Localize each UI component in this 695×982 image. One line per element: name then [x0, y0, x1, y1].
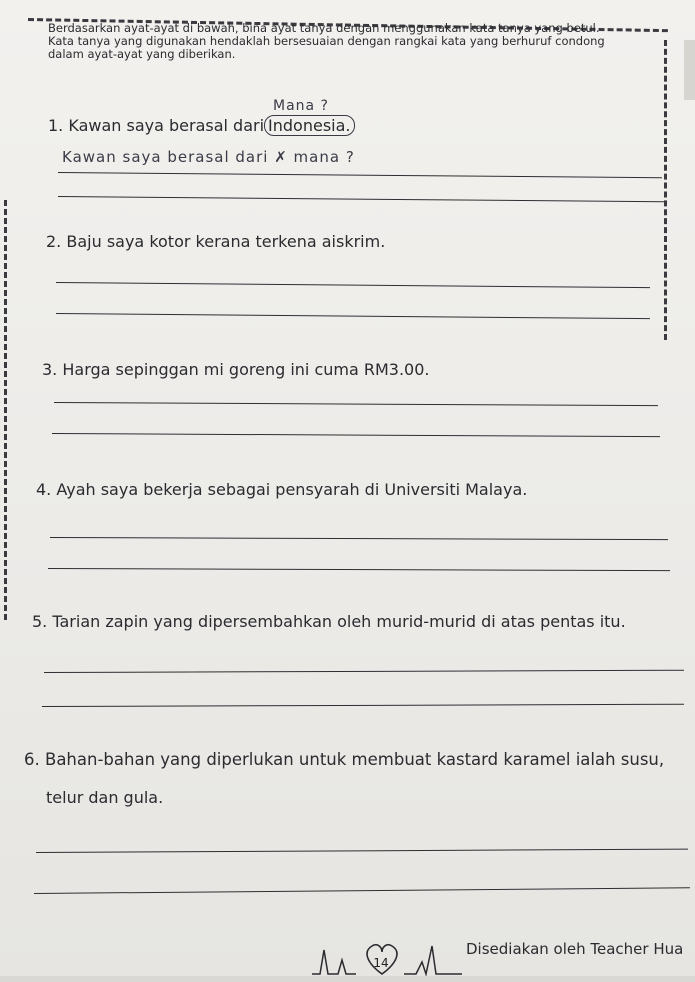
dashed-border-left [4, 200, 7, 620]
question-number: 3. [42, 360, 58, 379]
dashed-border-right [664, 40, 667, 340]
handwritten-note: Mana ? [273, 98, 329, 114]
answer-line [34, 887, 690, 894]
question-text: Bahan-bahan yang diperlukan untuk membuat kastard karamel ialah susu, [45, 750, 665, 769]
instructions-line-3: dalam ayat-ayat yang diberikan. [48, 47, 236, 61]
footer-credit: Disediakan oleh Teacher Hua [466, 940, 684, 958]
answer-line [58, 196, 664, 202]
question-2 [46, 232, 385, 251]
question-text: Baju saya kotor kerana terkena aiskrim. [66, 232, 386, 251]
question-6 [24, 750, 664, 769]
answer-line [50, 537, 668, 540]
answer-line [56, 313, 650, 319]
question-number: 6. [24, 750, 40, 769]
question-1 [48, 116, 355, 135]
question-number: 2. [46, 232, 62, 251]
answer-line [42, 704, 684, 707]
answer-line [58, 172, 662, 178]
question-3 [42, 360, 429, 379]
question-text-cont: telur dan gula. [46, 788, 164, 807]
question-text: Tarian zapin yang dipersembahkan oleh murid-murid di atas pentas itu. [52, 612, 626, 631]
question-6-continued [46, 788, 163, 807]
question-number: 4. [36, 480, 52, 499]
answer-line [36, 849, 688, 853]
answer-line [48, 568, 670, 571]
question-text: Harga sepinggan mi goreng ini cuma RM3.00. [62, 360, 430, 379]
page-number: 14 [373, 956, 389, 970]
question-number: 1. [48, 116, 64, 135]
instructions-line-1: Berdasarkan ayat-ayat di bawah, bina ayat tanya dengan menggunakan kata tanya yang betul. [48, 21, 600, 35]
handwritten-answer: Kawan saya berasal dari ✗ mana ? [62, 148, 355, 166]
question-5 [32, 612, 626, 631]
answer-line [56, 282, 650, 288]
question-text: Kawan saya berasal dari [68, 116, 265, 135]
instructions [48, 22, 658, 61]
answer-line [52, 433, 660, 437]
question-text: Ayah saya bekerja sebagai pensyarah di Universiti Malaya. [56, 480, 528, 499]
circled-word: Indonesia. [264, 115, 354, 136]
question-number: 5. [32, 612, 48, 631]
page-edge [684, 40, 695, 100]
answer-line [44, 670, 684, 673]
instructions-line-2: Kata tanya yang digunakan hendaklah bersesuaian dengan rangkai kata yang berhuruf condong [48, 34, 605, 48]
answer-line [54, 402, 658, 406]
question-4 [36, 480, 527, 499]
